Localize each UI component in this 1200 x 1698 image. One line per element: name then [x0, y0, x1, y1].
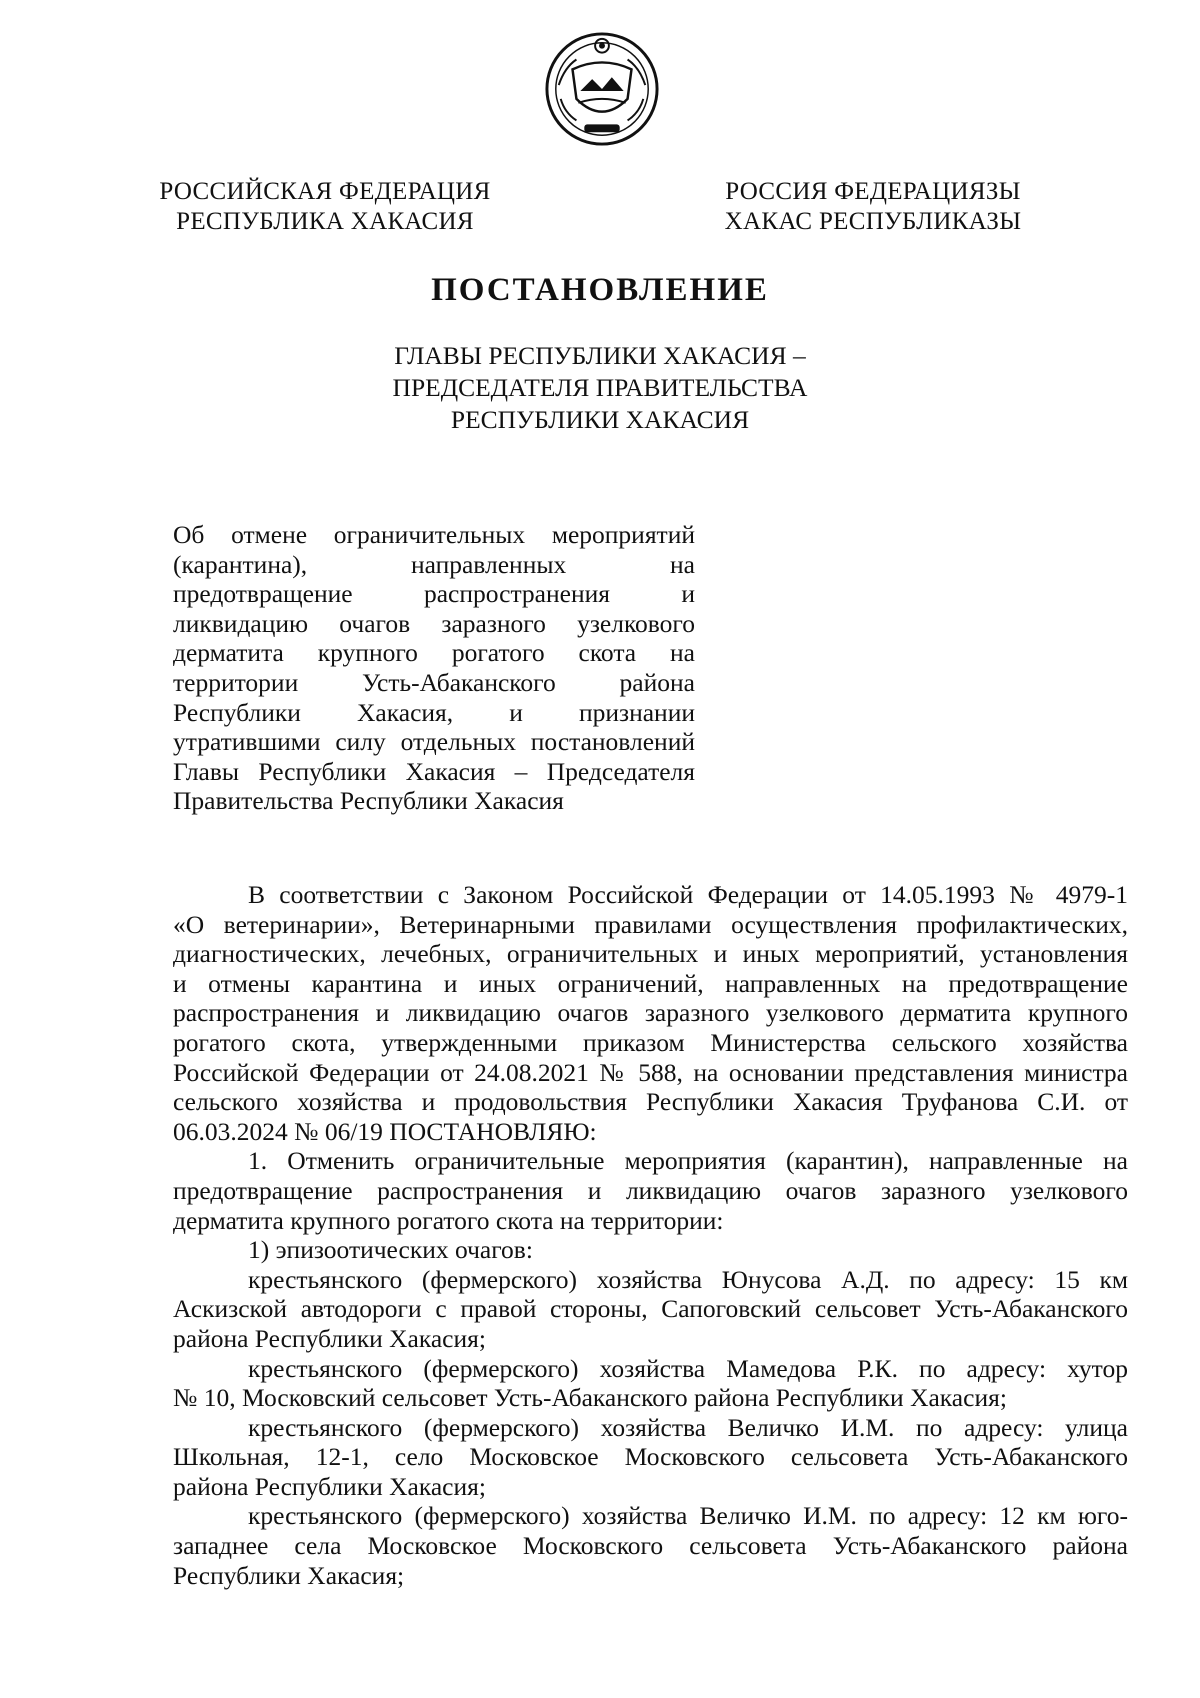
header-left-line-1: РОССИЙСКАЯ ФЕДЕРАЦИЯ: [159, 178, 491, 205]
body-line: Школьная, 12-1, село Московское Московского сельсовета Усть-Абаканского: [173, 1442, 1128, 1472]
body-line: В соответствии с Законом Российской Федерации от 14.05.1993 № 4979-1: [248, 880, 1128, 909]
body-line: района Республики Хакасия;: [173, 1323, 486, 1353]
body-line: 1) эпизоотических очагов:: [248, 1235, 533, 1265]
header-right: [688, 177, 1058, 237]
body-line: предотвращение распространения и ликвидацию очагов заразного узелкового: [173, 1175, 1128, 1205]
body-line: 06.03.2024 № 06/19 ПОСТАНОВЛЯЮ:: [173, 1116, 597, 1146]
header-left-line-2: РЕСПУБЛИКА ХАКАСИЯ: [176, 208, 474, 235]
body-line: Российской Федерации от 24.08.2021 № 588, на основании представления министра: [173, 1057, 1128, 1087]
body-line: района Республики Хакасия;: [173, 1471, 486, 1501]
header-left: [140, 177, 510, 237]
body-line: крестьянского (фермерского) хозяйства Величко И.М. по адресу: улица: [248, 1412, 1128, 1442]
body-text: [173, 880, 1128, 1590]
coat-of-arms-emblem: [543, 30, 661, 148]
body-line: рогатого скота, утвержденными приказом Министерства сельского хозяйства: [173, 1027, 1128, 1057]
body-line: № 10, Московский сельсовет Усть-Абаканского района Республики Хакасия;: [173, 1383, 1007, 1413]
body-line: дерматита крупного рогатого скота на территории:: [173, 1205, 724, 1235]
body-line: крестьянского (фермерского) хозяйства Юнусова А.Д. по адресу: 15 км: [248, 1264, 1128, 1294]
subject-line: ликвидацию очагов заразного узелкового: [173, 608, 695, 638]
subject-line: Главы Республики Хакасия – Председателя: [173, 756, 695, 786]
body-line: Республики Хакасия;: [173, 1560, 405, 1590]
subject-block: [173, 520, 695, 816]
issuer-line-1: ГЛАВЫ РЕСПУБЛИКИ ХАКАСИЯ –: [394, 341, 806, 370]
header-right-line-2: ХАКАС РЕСПУБЛИКАЗЫ: [724, 208, 1022, 235]
body-line: распространения и ликвидацию очагов заразного узелкового дерматита крупного: [173, 998, 1128, 1028]
body-line: западнее села Московское Московского сельсовета Усть-Абаканского района: [173, 1531, 1128, 1561]
subject-line: предотвращение распространения и: [173, 579, 695, 609]
issuer-block: [0, 340, 1200, 436]
subject-line: Правительства Республики Хакасия: [173, 786, 564, 816]
body-line: крестьянского (фермерского) хозяйства Мамедова Р.К. по адресу: хутор: [248, 1353, 1128, 1383]
issuer-line-2: ПРЕДСЕДАТЕЛЯ ПРАВИТЕЛЬСТВА: [392, 373, 808, 402]
header-right-line-1: РОССИЯ ФЕДЕРАЦИЯЗЫ: [725, 178, 1021, 205]
subject-line: утратившими силу отдельных постановлений: [173, 727, 695, 757]
subject-line: дерматита крупного рогатого скота на: [173, 638, 695, 668]
body-line: диагностических, лечебных, ограничительных и иных мероприятий, установления: [173, 939, 1128, 969]
subject-line: Республики Хакасия, и признании: [173, 697, 695, 727]
subject-line: территории Усть-Абаканского района: [173, 667, 695, 697]
body-line: сельского хозяйства и продовольствия Республики Хакасия Труфанова С.И. от: [173, 1087, 1128, 1117]
body-line: и отмены карантина и иных ограничений, направленных на предотвращение: [173, 968, 1128, 998]
body-line: «О ветеринарии», Ветеринарными правилами осуществления профилактических,: [173, 909, 1128, 939]
subject-line: (карантина), направленных на: [173, 549, 695, 579]
body-line: Аскизской автодороги с правой стороны, Сапоговский сельсовет Усть-Абаканского: [173, 1294, 1128, 1324]
issuer-line-3: РЕСПУБЛИКИ ХАКАСИЯ: [450, 405, 750, 434]
subject-line: Об отмене ограничительных мероприятий: [173, 520, 695, 549]
body-line: 1. Отменить ограничительные мероприятия (карантин), направленные на: [248, 1146, 1128, 1176]
document-type-title: ПОСТАНОВЛЕНИЕ: [431, 272, 769, 308]
body-line: крестьянского (фермерского) хозяйства Величко И.М. по адресу: 12 км юго-: [248, 1501, 1128, 1531]
